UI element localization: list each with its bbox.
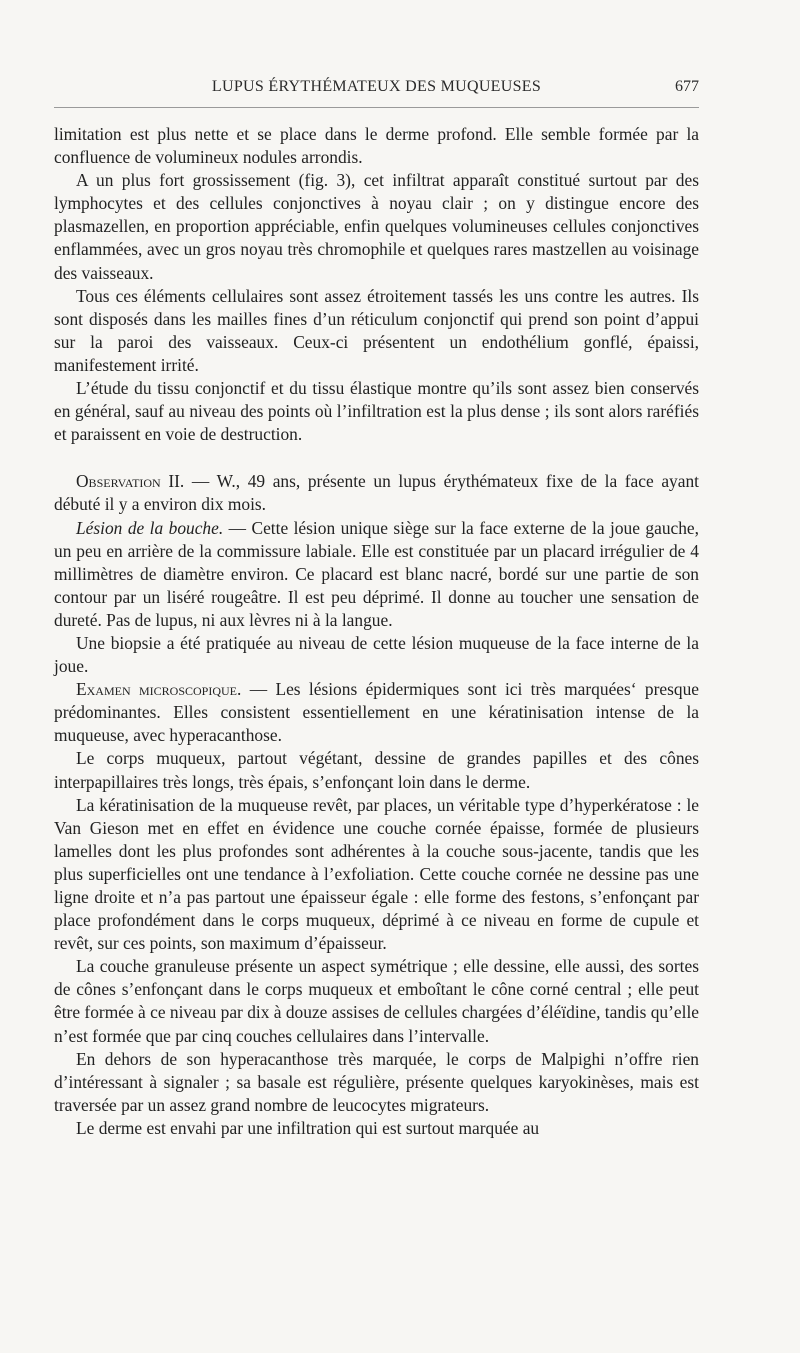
paragraph-derme: Le derme est envahi par une infiltration qui est surtout marquée au bbox=[76, 1117, 540, 1138]
observation-heading: Observation bbox=[76, 471, 161, 492]
examen-heading: Examen microscopique bbox=[76, 679, 237, 700]
section-gap bbox=[54, 446, 699, 470]
paragraph-malpighi: En dehors de son hyperacanthose très marquée, le corps de Malpighi n’offre rien d’intéressant à signaler ; sa basale est régulière, présente quelques karyokinèses, mais est traversée par un assez grand nombre de leucocytes migrateurs. bbox=[54, 1048, 699, 1115]
lesion-text: — Cette lésion unique siège sur la face externe de la joue gauche, un peu en arrière de la commissure labiale. Elle est constituée par un placard irrégulier de 4 millimètres de diamètre environ. Ce placard est blanc nacré, bordé sur une partie de son contour par un liséré rougeâtre. Il est peu déprimé. Il donne au toucher une sensation de dureté. Pas de lupus, ni aux lèvres ni à la langue. bbox=[54, 517, 699, 630]
running-title: LUPUS ÉRYTHÉMATEUX DES MUQUEUSES bbox=[211, 78, 542, 95]
paragraph-couche-granuleuse: La couche granuleuse présente un aspect symétrique ; elle dessine, elle aussi, des sortes de cônes s’enfonçant dans le corps muqueux et emboîtant le cône corné central ; elle peut être formée à ce niveau par dix à douze assises de cellules chargées d’éléïdine, tandis qu’elle n’est formée que par cinq couches cellulaires dans l’intervalle. bbox=[54, 956, 699, 1046]
observation-text: II. — W., 49 ans, présente un lupus érythémateux fixe de la face ayant débuté il y a environ dix mois. bbox=[54, 471, 699, 515]
paragraph-lesion bbox=[54, 517, 699, 632]
paragraph-elements-cellulaires: Tous ces éléments cellulaires sont assez étroitement tassés les uns contre les autres. Ils sont disposés dans les mailles fines d’un réticulum conjonctif qui prend son point d’appui sur la paroi des vaisseaux. Ceux-ci présentent un endothélium gonflé, épaissi, manifestement irrité. bbox=[54, 285, 699, 375]
paragraph-corps-muqueux: Le corps muqueux, partout végétant, dessine de grandes papilles et des cônes interpapillaires très longs, très épais, s’enfonçant loin dans le derme. bbox=[54, 748, 699, 792]
paragraph-keratinisation: La kératinisation de la muqueuse revêt, par places, un véritable type d’hyperkératose : le Van Gieson met en effet en évidence une couche cornée épaisse, formée de plusieurs lamelles dont les plus profondes sont adhérentes à la couche sous-jacente, tandis que les plus superficielles ont une tendance à l’exfoliation. Cette couche cornée ne dessine pas une ligne droite et n’a pas partout une épaisseur égale : elle forme des festons, s’enfonçant par place profondément dans le corps muqueux, déprimé à ce niveau en forme de cupule et revêt, sur ces points, son maximum d’épaisseur. bbox=[54, 794, 699, 954]
page-header bbox=[54, 0, 699, 114]
paragraph-continuation: limitation est plus nette et se place dans le derme profond. Elle semble formée par la confluence de volumineux nodules arrondis. bbox=[54, 124, 699, 168]
lesion-heading: Lésion de la bouche. bbox=[76, 517, 224, 538]
paragraph-tissu-conjonctif: L’étude du tissu conjonctif et du tissu élastique montre qu’ils sont assez bien conservés en général, sauf au niveau des points où l’infiltration est la plus dense ; ils sont alors raréfiés et paraissent en voie de destruction. bbox=[54, 378, 699, 445]
paragraph-biopsie: Une biopsie a été pratiquée au niveau de cette lésion muqueuse de la face interne de la joue. bbox=[54, 632, 699, 677]
paragraph-observation bbox=[54, 470, 699, 516]
paragraph-fort-grossissement: A un plus fort grossissement (fig. 3), cet infiltrat apparaît constitué surtout par des lymphocytes et des cellules conjonctives à noyau clair ; on y distingue encore des plasmazellen, en proportion appréciable, enfin quelques volumineuses cellules conjonctives enflammées, avec un gros noyau très chromophile et quelques rares mastzellen au voisinage des vaisseaux. bbox=[54, 170, 699, 283]
body-text bbox=[54, 123, 699, 1140]
page-number: 677 bbox=[675, 78, 699, 95]
page bbox=[54, 0, 700, 1138]
header-rule bbox=[54, 107, 699, 108]
examen-text: . — Les lésions épidermiques sont ici très marquées‘ presque prédominantes. Elles consistent essentiellement en une kératinisation intense de la muqueuse, avec hyperacanthose. bbox=[54, 679, 700, 746]
paragraph-examen bbox=[54, 678, 699, 747]
